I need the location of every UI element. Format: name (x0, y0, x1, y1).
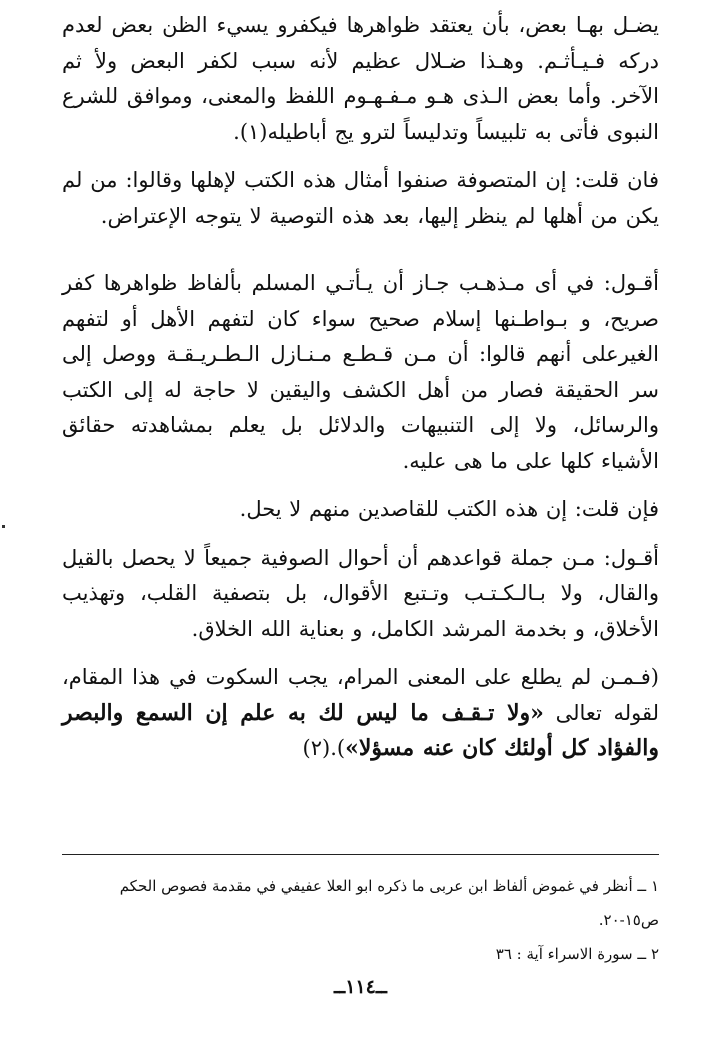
text-line: أقـول: مـن جملة قواعدهم أن أحوال الصوفية جميعاً لا يحصل بالقيل والقال، (62, 545, 659, 605)
paragraph-5 (62, 541, 659, 648)
page-number: ــ١١٤ــ (334, 976, 387, 998)
text-line: بمشاهدته حقائق الأشياء كلها على ما هى عليه. (62, 413, 659, 473)
footnote-1: ١ ــ أنظر في غموض ألفاظ ابن عربى ما ذكره ابو العلا عفيفي في مقدمة فصوص الحكم ص١٥-٢٠. (119, 877, 659, 929)
text-line: الـذى هـو مـفـهـوم اللفظ والمعنى، وموافق للشرع النبوى فأتى به تلبيساً وتدليساً (62, 84, 659, 144)
quran-verse: «ولا تـقـف ما ليس لك به علم إن السمع والبصر والفؤاد كل أولئك كان (62, 699, 659, 761)
paragraph-6 (62, 660, 659, 767)
scan-mark (2, 525, 5, 528)
text-line: من أهلها لم ينظر إليها، بعد هذه التوصية لا يتوجه الإعتراض. (100, 203, 618, 228)
text-line: فإن قلت: إن هذه الكتب للقاصدين منهم لا يحل. (239, 497, 659, 521)
text-line: فـيـأثـم. وهـذا ضـلال عظيم لأنه سبب لكفر البعض ولأ ثم الآخر. وأما بعض (62, 48, 659, 108)
text-line: أن مـن قـطـع مـنـازل الـطـريـقـة ووصل إلى سر الحقيقة فصار من أهل الكشف (62, 342, 660, 402)
text-line: لترو يج أباطيله(١). (233, 119, 397, 144)
text-line: (فـمـن لم يطلع على المعنى المرام، يجب السكوت في هذا المقام، لقوله تعالى (62, 665, 659, 725)
text-line: يضـل بهـا بعض، بأن يعتقد ظواهرها فيكفرو يسيء الظن بعض لعدم دركه (62, 13, 659, 73)
text-line: فان قلت: إن المتصوفة صنفوا أمثال هذه الكتب لإهلها وقالوا: من لم يكن (62, 168, 659, 228)
text-line: ولا بـالـكـتـب وتـتبع الأقوال، بل بتصفية القلب، وتهذيب الأخلاق، و بخدمة (62, 581, 659, 641)
paragraph-2 (62, 163, 659, 234)
paragraph-4 (62, 492, 659, 528)
text-line: و بـواطـنها إسلام صحيح سواء كان لتفهم الأهل أو لتفهم الغيرعلى أنهم قالوا: (62, 306, 659, 366)
text-line: المرشد الكامل، و بعناية الله الخلاق. (191, 616, 507, 641)
footnote-ref: ).(٢) (302, 736, 346, 760)
paragraph-3 (62, 266, 659, 479)
page-body (62, 8, 659, 1049)
paragraph-1 (62, 8, 659, 150)
footnotes (62, 854, 659, 971)
footnote-2: ٢ ــ سورة الاسراء آية : ٣٦ (495, 945, 659, 963)
text-line: أقـول: في أى مـذهـب جـاز أن يـأتـي المسلم بألفاظ ظواهرها كفر صريح، (62, 271, 660, 331)
quran-verse: عنه مسؤلا» (345, 735, 455, 761)
text-line: واليقين لا حاجة له إلى الكتب والرسائل، ولا إلى التنبيهات والدلائل بل يعلم (62, 377, 659, 437)
